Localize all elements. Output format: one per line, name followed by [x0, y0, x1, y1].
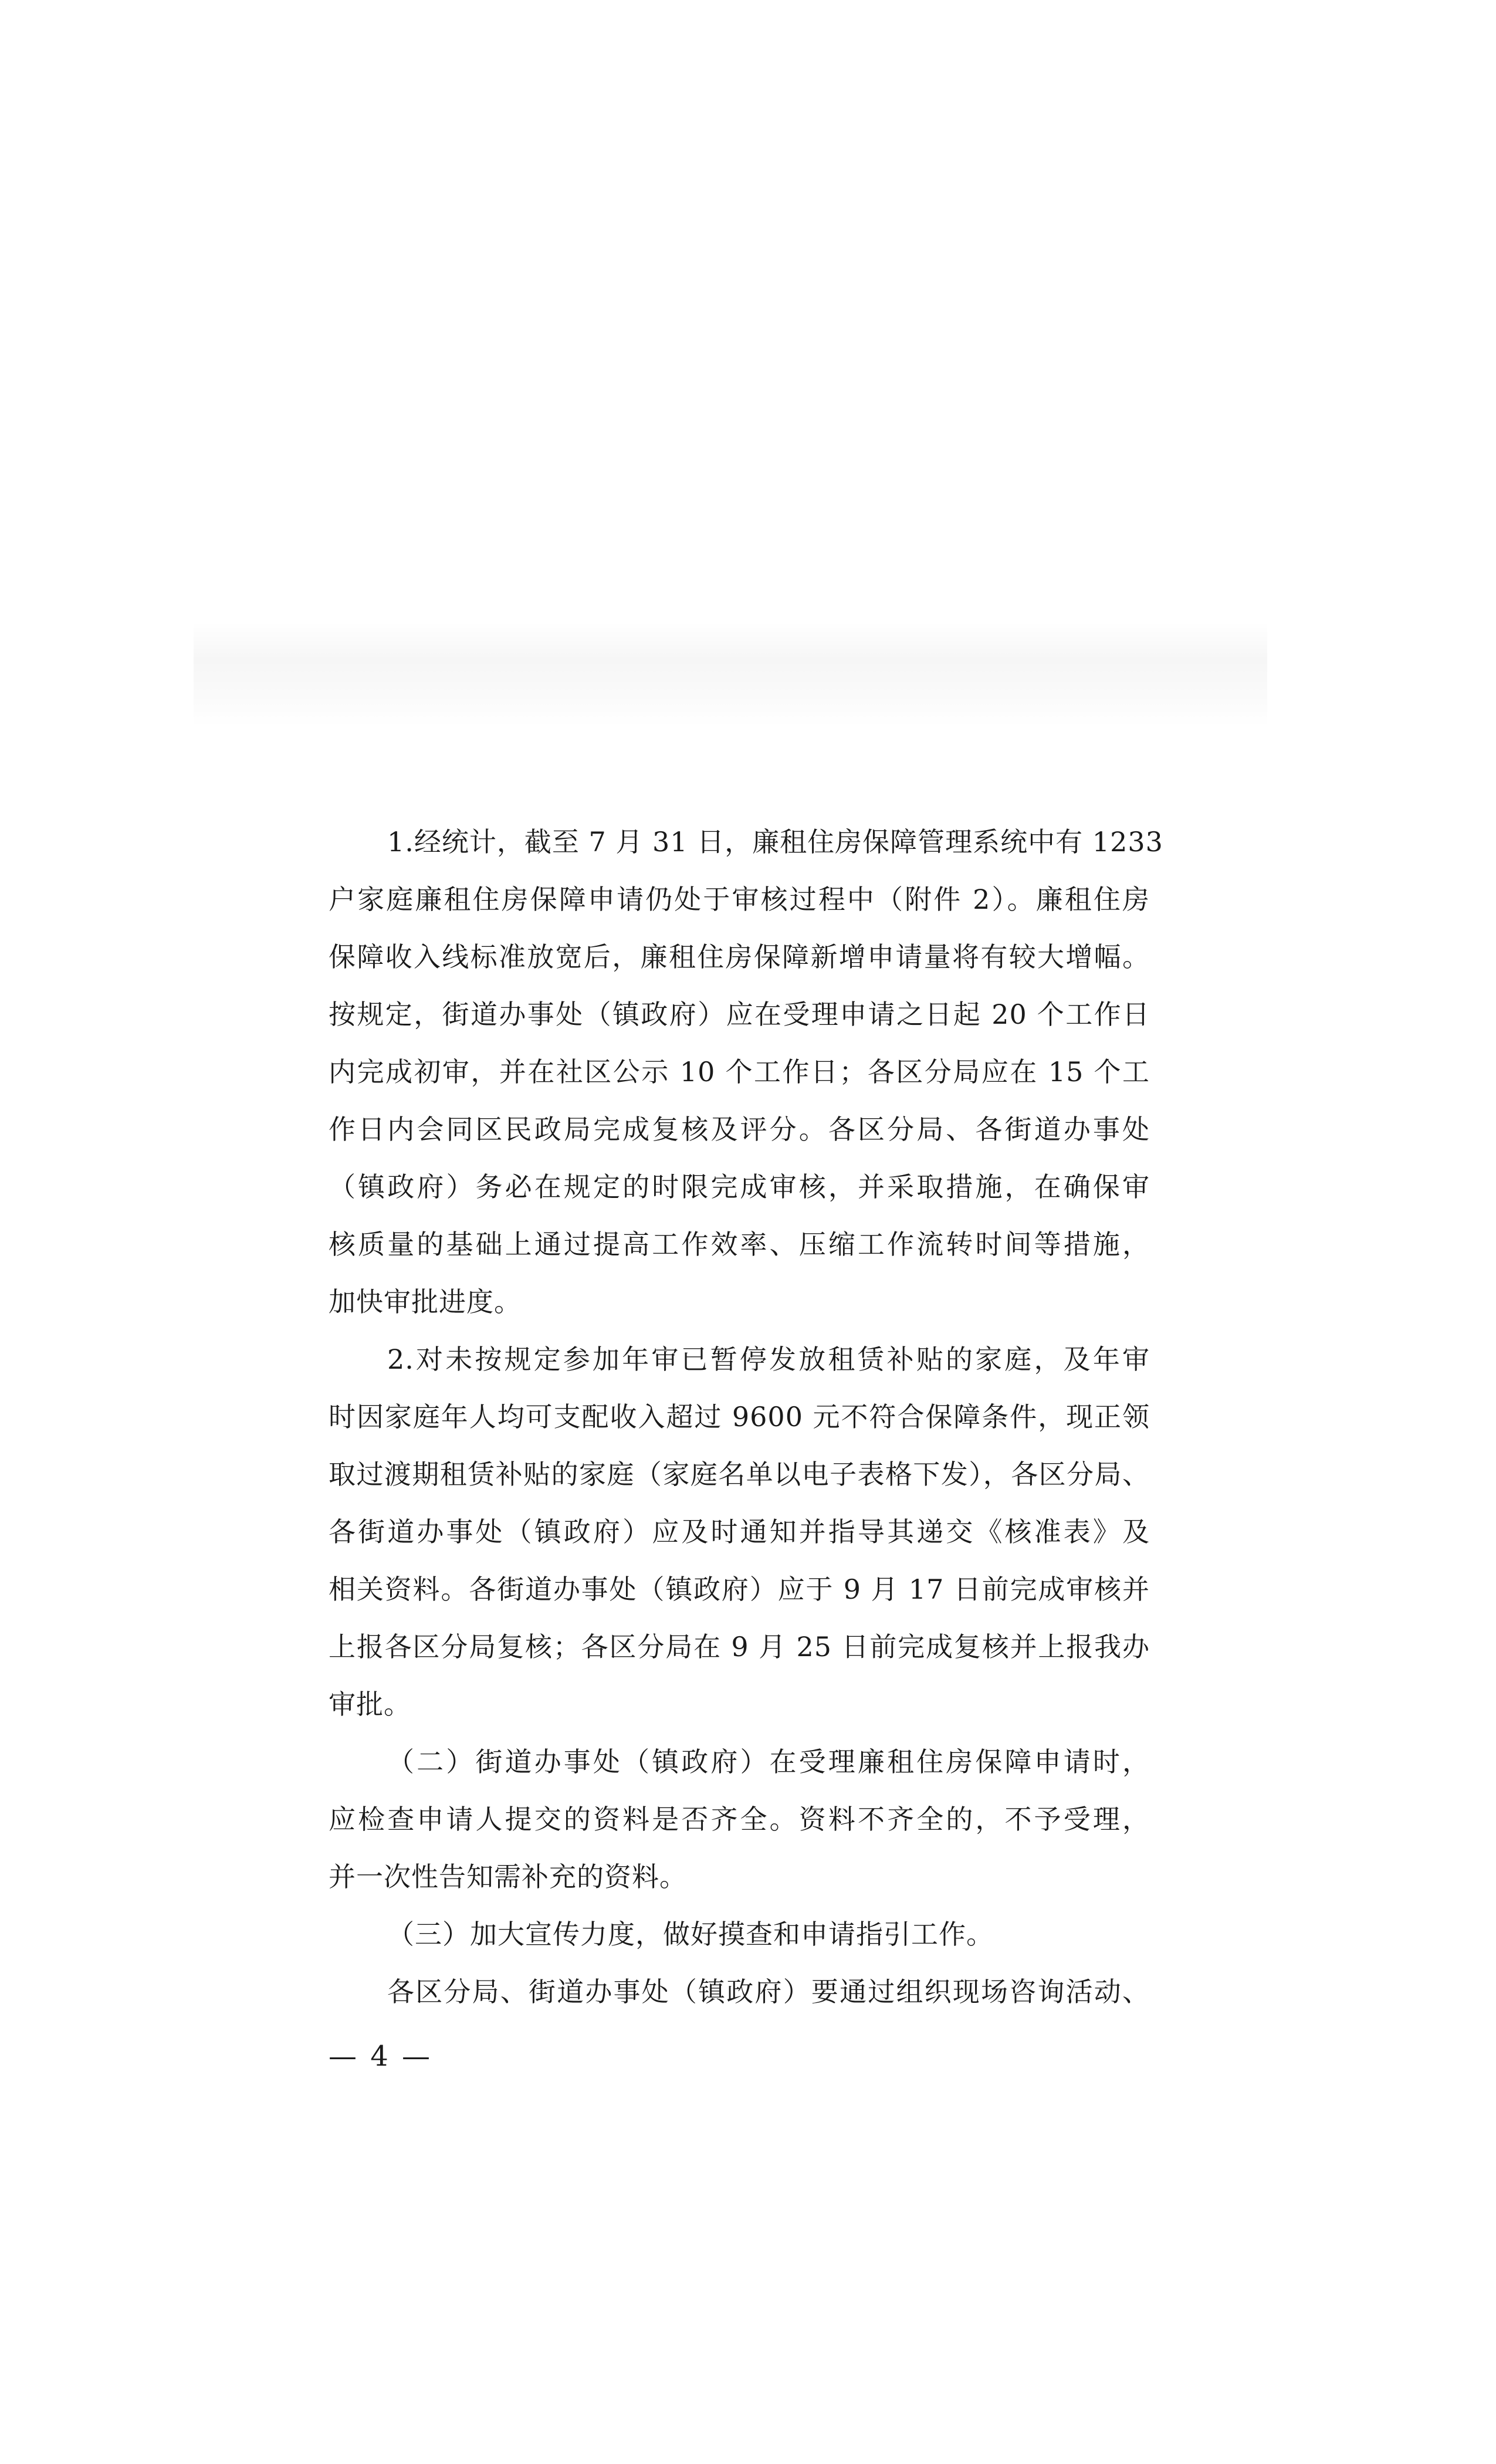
paragraph-1-line-5: 内完成初审，并在社区公示 10 个工作日；各区分局应在 15 个工 [329, 1056, 1150, 1088]
paragraph-1-line-1: 1.经统计，截至 7 月 31 日，廉租住房保障管理系统中有 1233 [387, 826, 1163, 858]
paragraph-1-line-3: 保障收入线标准放宽后，廉租住房保障新增申请量将有较大增幅。 [329, 941, 1150, 973]
paragraph-2-line-3: 取过渡期租赁补贴的家庭（家庭名单以电子表格下发），各区分局、 [329, 1458, 1150, 1490]
paragraph-1-line-6: 作日内会同区民政局完成复核及评分。各区分局、各街道办事处 [329, 1113, 1150, 1145]
paragraph-2-line-6: 上报各区分局复核；各区分局在 9 月 25 日前完成复核并上报我办 [329, 1631, 1150, 1663]
section-2-line-1: （二）街道办事处（镇政府）在受理廉租住房保障申请时， [387, 1746, 1150, 1778]
section-3-heading: （三）加大宣传力度，做好摸查和申请指引工作。 [387, 1918, 994, 1950]
paragraph-1-line-9: 加快审批进度。 [329, 1286, 522, 1318]
paragraph-2-line-5: 相关资料。各街道办事处（镇政府）应于 9 月 17 日前完成审核并 [329, 1573, 1150, 1605]
paragraph-2-line-1: 2.对未按规定参加年审已暂停发放租赁补贴的家庭，及年审 [387, 1343, 1150, 1375]
section-2-line-3: 并一次性告知需补充的资料。 [329, 1861, 687, 1893]
paragraph-2-line-2: 时因家庭年人均可支配收入超过 9600 元不符合保障条件，现正领 [329, 1401, 1150, 1433]
paragraph-1-line-7: （镇政府）务必在规定的时限完成审核，并采取措施，在确保审 [329, 1171, 1150, 1203]
paragraph-1-line-2: 户家庭廉租住房保障申请仍处于审核过程中（附件 2）。廉租住房 [329, 884, 1150, 915]
paragraph-1-line-4: 按规定，街道办事处（镇政府）应在受理申请之日起 20 个工作日 [329, 999, 1150, 1030]
paragraph-2-line-7: 审批。 [329, 1688, 411, 1720]
paragraph-1-line-8: 核质量的基础上通过提高工作效率、压缩工作流转时间等措施， [329, 1228, 1150, 1260]
page-number: — 4 — [329, 2040, 433, 2073]
section-3-line-1: 各区分局、街道办事处（镇政府）要通过组织现场咨询活动、 [387, 1976, 1150, 2008]
paragraph-2-line-4: 各街道办事处（镇政府）应及时通知并指导其递交《核准表》及 [329, 1516, 1150, 1548]
section-2-line-2: 应检查申请人提交的资料是否齐全。资料不齐全的，不予受理， [329, 1803, 1150, 1835]
